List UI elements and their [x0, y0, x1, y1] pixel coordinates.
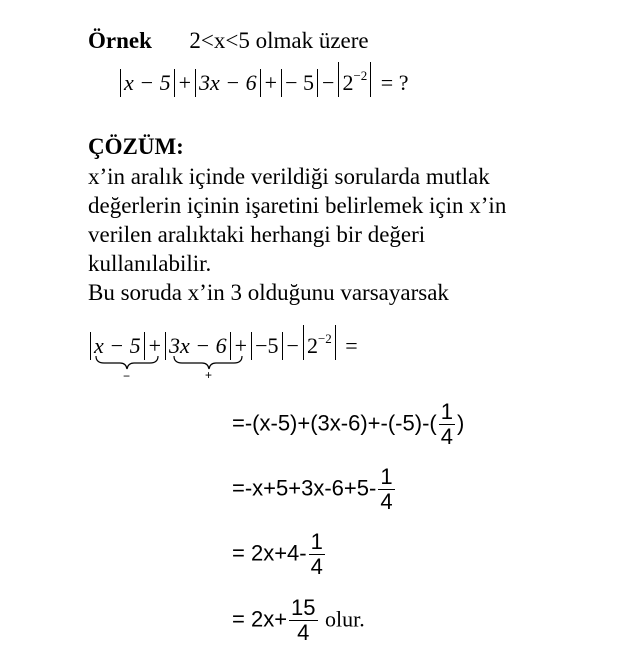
solution-line: verilen aralıktaki herhangi bir değeri — [88, 222, 426, 247]
abs-term-2: 3x − 6 — [165, 332, 231, 360]
step-4: = 2x+ $\frac{15}{4}$ olur. — [232, 595, 365, 645]
problem-equals: = ? — [380, 70, 409, 95]
abs-term-3: − 5 — [281, 69, 318, 97]
solution-line: değerlerin içinin işaretini belirlemek için x’in — [88, 193, 507, 218]
step-3: = 2x+4- $\frac{1}{4}$ — [232, 529, 323, 579]
step-2: =-x+5+3x-6+5- $\frac{1}{4}$ — [232, 464, 393, 514]
abs-term-1: x − 5 — [120, 69, 175, 97]
solution-text — [88, 162, 506, 307]
example-label: Örnek — [88, 28, 152, 53]
solution-line: Bu soruda x’in 3 olduğunu varsayarsak — [88, 280, 449, 305]
underbrace-group — [94, 354, 244, 374]
solution-title: ÇÖZÜM: — [88, 134, 184, 159]
fraction: $\frac{1}{4}$ — [380, 464, 393, 514]
underbrace-1 — [96, 356, 158, 369]
example-heading — [88, 28, 369, 54]
abs-term-2: 3x − 6 — [195, 69, 261, 97]
solution-line: x’in aralık içinde verildiği sorularda mutlak — [88, 164, 490, 189]
fraction: $\frac{15}{4}$ — [291, 595, 316, 645]
sign-negative: − — [123, 369, 131, 383]
fraction: $\frac{1}{4}$ — [310, 529, 323, 579]
substituted-expression: $x - 5 + 3x - 6 + -5 - 2^{-2}$ = — [90, 325, 358, 360]
abs-term-4: $2^{-2}$ — [338, 62, 371, 97]
fraction: $\frac{1}{4}$ — [440, 399, 453, 449]
abs-term-3: −5 — [251, 332, 282, 360]
sign-positive: + — [205, 368, 213, 382]
expression-equals: = — [345, 333, 358, 358]
abs-term-4: $2^{-2}$ — [303, 325, 336, 360]
abs-term-1: x − 5 — [90, 332, 145, 360]
solution-line: kullanılabilir. — [88, 251, 212, 276]
example-condition: 2<x<5 olmak üzere — [189, 28, 369, 53]
problem-expression: x − 5 + 3x − 6 + − $5 - 2^{-2}$ = ? — [120, 62, 408, 97]
step-1: =-(x-5)+(3x-6)+-(-5)-( $\frac{1}{4}$ ) — [232, 399, 465, 449]
